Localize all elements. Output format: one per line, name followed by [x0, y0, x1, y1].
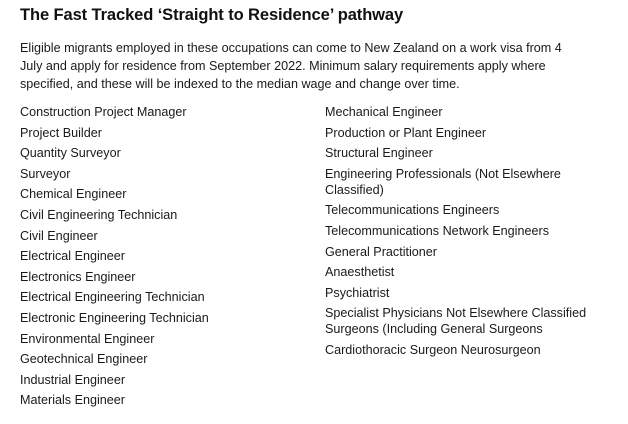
list-item: Cardiothoracic Surgeon Neurosurgeon [325, 342, 541, 357]
intro-paragraph: Eligible migrants employed in these occupations can come to New Zealand on a work visa from 4 July and apply for residence from September 2022. Minimum salary requirements apply where specified, and these will be indexed to the median wage and change over time. [20, 41, 562, 91]
list-item: Electronic Engineering Technician [20, 310, 209, 325]
list-item: Industrial Engineer [20, 372, 126, 387]
list-item: Environmental Engineer [20, 331, 155, 346]
list-item: Structural Engineer [325, 146, 433, 161]
list-item: Specialist Physicians Not Elsewhere Classified Surgeons (Including General Surgeons [325, 306, 587, 337]
list-item: Anaesthetist [325, 265, 395, 280]
list-item: Electrical Engineer [20, 249, 125, 264]
list-item: Geotechnical Engineer [20, 352, 148, 367]
list-item: Production or Plant Engineer [325, 125, 487, 140]
list-item: Mechanical Engineer [325, 105, 443, 119]
list-item: Telecommunications Engineers [325, 203, 500, 218]
page-title: The Fast Tracked ‘Straight to Residence’ pathway [20, 6, 404, 24]
list-item: Telecommunications Network Engineers [325, 223, 549, 238]
list-item: General Practitioner [325, 244, 437, 259]
list-item: Civil Engineer [20, 228, 98, 243]
occupation-list-left [20, 104, 300, 413]
list-item: Materials Engineer [20, 393, 125, 408]
list-item: Engineering Professionals (Not Elsewhere Classified) [325, 166, 561, 197]
list-item: Civil Engineering Technician [20, 207, 178, 222]
list-item: Psychiatrist [325, 285, 390, 300]
list-item: Electronics Engineer [20, 269, 136, 284]
list-item: Chemical Engineer [20, 187, 127, 202]
list-item: Electrical Engineering Technician [20, 290, 205, 305]
occupation-list-right [325, 104, 605, 363]
list-item: Construction Project Manager [20, 105, 187, 119]
list-item: Surveyor [20, 166, 71, 181]
list-item: Project Builder [20, 125, 102, 140]
list-item: Quantity Surveyor [20, 146, 121, 161]
